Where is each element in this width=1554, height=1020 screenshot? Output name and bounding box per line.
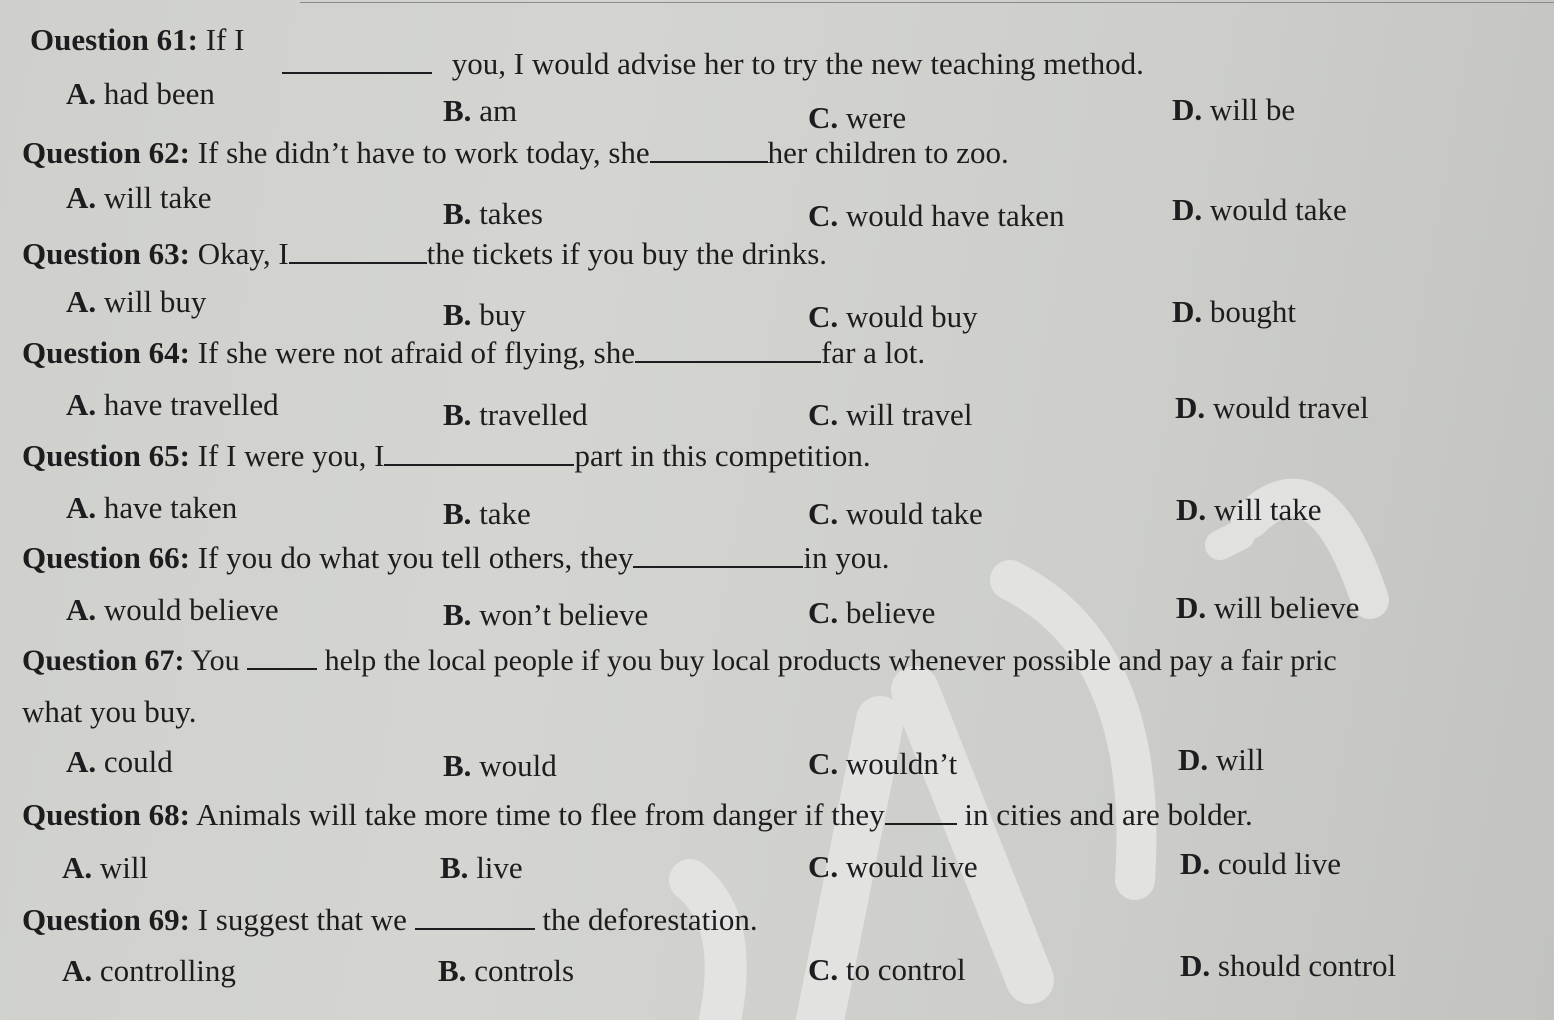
question-label: Question 65: [22, 438, 190, 473]
option-letter: A. [66, 180, 97, 215]
option-text: controls [474, 953, 575, 988]
option-text: have taken [103, 490, 238, 525]
option-text: would travel [1212, 390, 1369, 425]
option-a[interactable] [66, 592, 279, 628]
option-b[interactable] [443, 93, 517, 129]
option-letter: D. [1176, 492, 1207, 527]
option-text: will take [103, 180, 212, 215]
option-c[interactable] [808, 299, 978, 335]
option-letter: B. [443, 397, 472, 432]
option-d[interactable] [1176, 492, 1322, 528]
option-text: should control [1217, 948, 1397, 983]
question-text-after: part in this competition. [574, 438, 871, 473]
option-a[interactable] [62, 953, 236, 989]
option-text: would take [1209, 192, 1347, 227]
option-letter: D. [1172, 294, 1203, 329]
option-b[interactable] [443, 597, 648, 633]
option-letter: A. [66, 76, 97, 111]
option-letter: B. [443, 297, 472, 332]
question-68-stem [22, 797, 1253, 833]
option-text: bought [1209, 294, 1297, 329]
question-text-before: I suggest that we [197, 902, 407, 937]
option-text: would buy [845, 299, 978, 334]
option-letter: D. [1180, 846, 1211, 881]
option-letter: D. [1176, 590, 1207, 625]
option-letter: C. [808, 198, 839, 233]
option-letter: C. [808, 849, 839, 884]
question-65-stem [22, 438, 871, 474]
option-d[interactable] [1172, 294, 1296, 330]
option-text: would have taken [845, 198, 1065, 233]
question-text-before: You [190, 644, 240, 677]
answer-blank[interactable] [650, 135, 768, 163]
option-text: would live [845, 849, 978, 884]
question-text-after: her children to zoo. [767, 135, 1009, 170]
option-text: buy [479, 297, 526, 332]
option-letter: B. [443, 597, 472, 632]
question-text-before: Okay, I [197, 236, 289, 271]
question-67-stem [22, 642, 1337, 679]
option-text: would believe [103, 592, 279, 627]
option-c[interactable] [808, 397, 972, 433]
answer-blank[interactable] [384, 438, 574, 466]
question-text-before: Animals will take more time to flee from danger if they [195, 797, 885, 832]
question-label: Ouestion 61: [30, 22, 198, 57]
question-text-before: If she didn’t have to work today, she [197, 135, 650, 170]
option-text: will [1215, 742, 1265, 777]
option-text: to control [845, 952, 966, 987]
option-letter: C. [808, 952, 839, 987]
option-letter: B. [443, 196, 472, 231]
option-c[interactable] [808, 746, 957, 782]
question-label: Question 69: [22, 902, 190, 937]
option-text: had been [103, 76, 215, 111]
question-label: Question 67: [22, 644, 185, 677]
question-text-before: If she were not afraid of flying, she [197, 335, 635, 370]
option-d[interactable] [1172, 92, 1295, 128]
question-61-stem [30, 22, 244, 58]
option-text: will believe [1213, 590, 1360, 625]
question-text-before: If you do what you tell others, they [197, 540, 634, 575]
question-67-continuation [22, 694, 197, 730]
option-letter: B. [440, 850, 469, 885]
option-letter: A. [66, 592, 97, 627]
option-text: will be [1209, 92, 1296, 127]
option-letter: B. [438, 953, 467, 988]
question-text-after: the tickets if you buy the drinks. [426, 236, 828, 271]
question-62-stem [22, 135, 1009, 171]
option-c[interactable] [808, 849, 978, 885]
option-text: controlling [99, 953, 236, 988]
option-letter: C. [808, 496, 839, 531]
option-text: were [845, 100, 907, 135]
question-64-stem [22, 335, 925, 371]
question-text-after: you, I would advise her to try the new teaching method. [451, 46, 1144, 81]
option-letter: A. [66, 387, 97, 422]
option-letter: A. [66, 284, 97, 319]
option-d[interactable] [1180, 948, 1396, 984]
option-a[interactable] [66, 744, 173, 780]
option-b[interactable] [443, 196, 543, 232]
question-text-after: in you. [803, 540, 890, 575]
question-text-after: the deforestation. [542, 902, 758, 937]
option-text: take [479, 496, 531, 531]
option-a[interactable] [62, 850, 148, 886]
question-label: Question 62: [22, 135, 190, 170]
option-b[interactable] [440, 850, 523, 886]
option-letter: D. [1175, 390, 1206, 425]
question-69-stem [22, 902, 758, 938]
answer-blank[interactable] [415, 902, 535, 930]
question-label: Question 66: [22, 540, 190, 575]
option-text: will buy [103, 284, 207, 319]
answer-blank[interactable] [247, 642, 317, 670]
question-63-stem [22, 236, 827, 272]
option-c[interactable] [808, 595, 935, 631]
option-text: would [479, 748, 557, 783]
option-text: will [99, 850, 149, 885]
option-d[interactable] [1172, 192, 1347, 228]
question-text-after: in cities and are bolder. [964, 797, 1253, 832]
question-text-before: If I [205, 22, 245, 57]
option-a[interactable] [66, 387, 279, 423]
option-text: believe [845, 595, 936, 630]
option-b[interactable] [438, 953, 574, 989]
question-61-blank-line [282, 46, 1144, 82]
question-text-continuation: what you buy. [22, 694, 197, 729]
option-text: am [479, 93, 518, 128]
option-letter: D. [1180, 948, 1211, 983]
option-letter: C. [808, 746, 839, 781]
option-letter: B. [443, 496, 472, 531]
option-text: takes [479, 196, 543, 231]
option-letter: B. [443, 748, 472, 783]
option-letter: A. [62, 850, 93, 885]
option-d[interactable] [1178, 742, 1264, 778]
option-letter: D. [1172, 92, 1203, 127]
option-c[interactable] [808, 198, 1065, 234]
option-letter: D. [1178, 742, 1209, 777]
option-letter: D. [1172, 192, 1203, 227]
option-text: have travelled [103, 387, 279, 422]
question-label: Question 64: [22, 335, 190, 370]
option-text: won’t believe [479, 597, 649, 632]
option-text: could live [1217, 846, 1341, 881]
top-divider [300, 2, 1554, 3]
answer-blank[interactable] [289, 236, 427, 264]
option-letter: A. [66, 744, 97, 779]
option-d[interactable] [1180, 846, 1341, 882]
option-b[interactable] [443, 748, 557, 784]
answer-blank[interactable] [635, 335, 821, 363]
question-text-after: far a lot. [820, 335, 926, 370]
option-text: travelled [479, 397, 588, 432]
option-letter: B. [443, 93, 472, 128]
option-c[interactable] [808, 496, 983, 532]
option-b[interactable] [443, 397, 588, 433]
question-text-after: help the local people if you buy local products whenever possible and pay a fair pric [324, 644, 1337, 677]
question-66-stem [22, 540, 889, 576]
answer-blank[interactable] [633, 540, 803, 568]
option-text: live [476, 850, 523, 885]
option-text: would take [845, 496, 983, 531]
option-d[interactable] [1176, 590, 1359, 626]
option-c[interactable] [808, 952, 966, 988]
option-text: will travel [845, 397, 973, 432]
option-text: will take [1213, 492, 1322, 527]
option-d[interactable] [1175, 390, 1369, 426]
option-text: could [103, 744, 173, 779]
option-letter: C. [808, 595, 839, 630]
question-text-before: If I were you, I [197, 438, 385, 473]
answer-blank[interactable] [282, 46, 432, 74]
option-b[interactable] [443, 496, 531, 532]
option-c[interactable] [808, 100, 906, 136]
option-a[interactable] [66, 180, 212, 216]
option-a[interactable] [66, 490, 237, 526]
option-letter: A. [62, 953, 93, 988]
option-text: wouldn’t [845, 746, 958, 781]
option-letter: C. [808, 100, 839, 135]
option-letter: C. [808, 397, 839, 432]
answer-blank[interactable] [885, 797, 957, 825]
option-letter: A. [66, 490, 97, 525]
option-b[interactable] [443, 297, 526, 333]
option-letter: C. [808, 299, 839, 334]
question-label: Question 63: [22, 236, 190, 271]
question-label: Question 68: [22, 797, 190, 832]
option-a[interactable] [66, 76, 215, 112]
option-a[interactable] [66, 284, 206, 320]
